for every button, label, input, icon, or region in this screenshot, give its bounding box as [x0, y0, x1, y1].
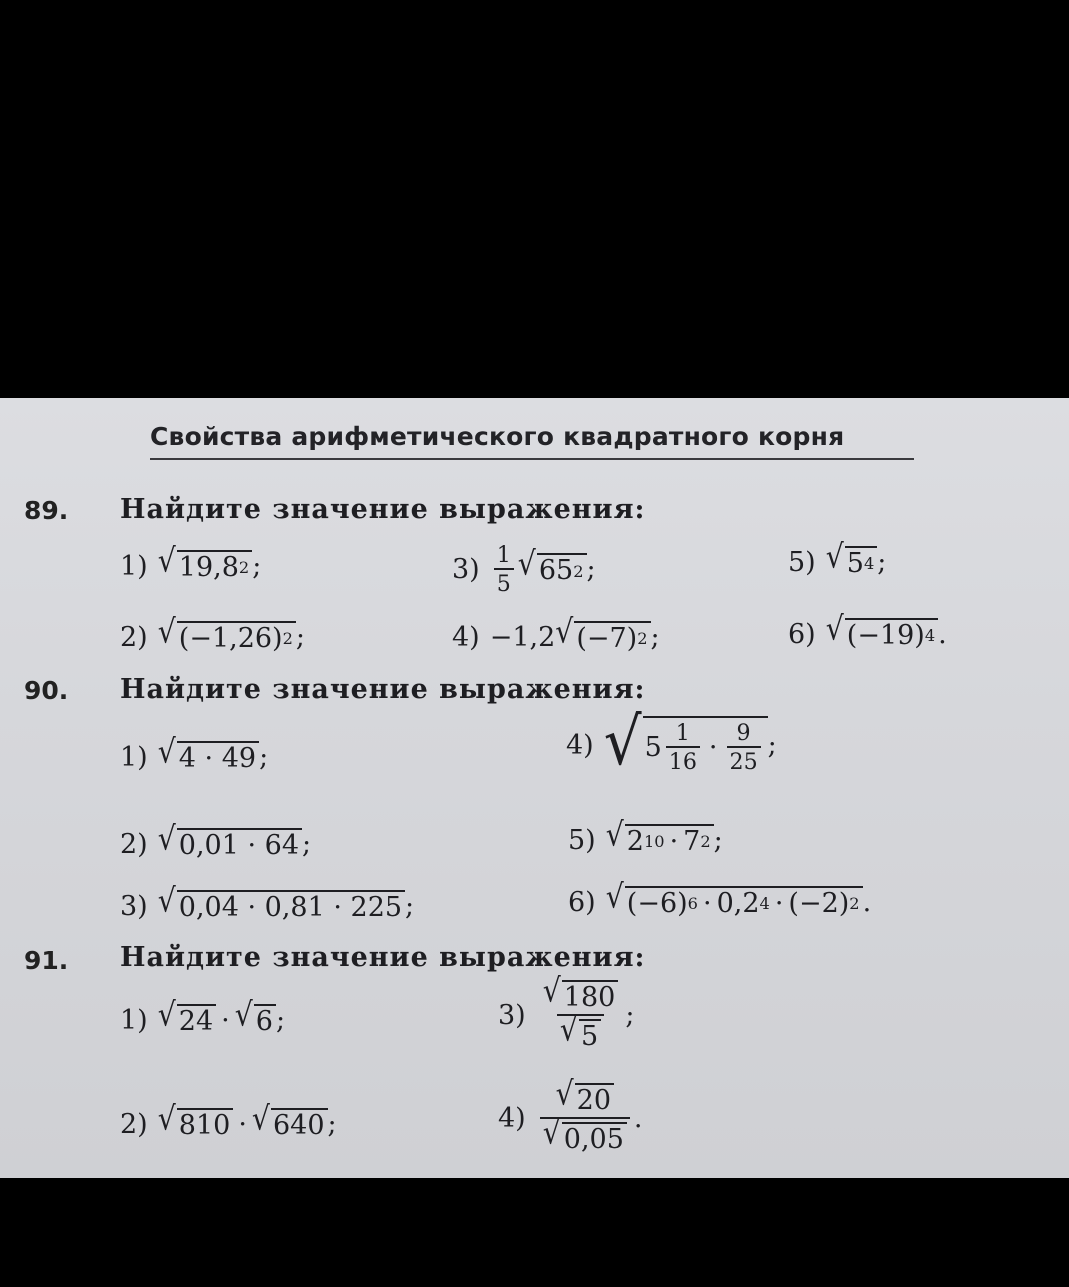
sqrt-expression: √ 0,01 · 64: [158, 828, 302, 860]
textbook-page: [0, 398, 1069, 1178]
task90-item4: 4) √ 5 $\frac{1}{16}$ · $\frac{9}{25}$ ;: [566, 704, 777, 781]
task89-item1: 1) √ 19,8 2 ;: [120, 541, 262, 583]
task89-item2: 2) √ (−1,26) 2 ;: [120, 612, 306, 654]
task-number-91: 91.: [24, 946, 69, 975]
section-heading: Свойства арифметического квадратного корня: [150, 422, 845, 451]
sqrt-expression: √ 19,8 2: [158, 550, 253, 582]
task90-item3: 3) √ 0,04 · 0,81 · 225 ;: [120, 881, 415, 923]
sqrt-expression: √ 640: [252, 1108, 328, 1140]
sqrt-expression: √ 6: [235, 1004, 276, 1036]
task90-item1: 1) √ 4 · 49 ;: [120, 732, 269, 774]
sqrt-expression: √ (−19) 4: [826, 618, 938, 650]
sqrt-expression: √ 0,04 · 0,81 · 225: [158, 890, 405, 922]
task91-item1: 1) √ 24 · √ 6 ;: [120, 995, 286, 1037]
sqrt-expression: √ 2 10 · 7 2: [606, 824, 714, 856]
sqrt-expression: √ 5 4: [826, 546, 878, 578]
task91-item2: 2) √ 810 · √ 640 ;: [120, 1099, 337, 1141]
task89-item4: 4) −1,2 √ (−7) 2 ;: [452, 612, 660, 654]
sqrt-expression: √ 65 2: [518, 553, 587, 585]
task-title-90: Найдите значение выражения:: [120, 674, 646, 705]
fraction: √ 180 √ 5: [540, 980, 622, 1052]
sqrt-expression: √ 5 $\frac{1}{16}$ · $\frac{9}{25}$: [604, 716, 768, 775]
task-number-89: 89.: [24, 496, 69, 525]
task-title-91: Найдите значение выражения:: [120, 942, 646, 973]
fraction: √ 20 √ 0,05: [540, 1083, 630, 1155]
task89-item6: 6) √ (−19) 4 .: [788, 609, 947, 651]
fraction: $\frac{1}{5}$: [494, 544, 514, 595]
heading-underline: [150, 458, 914, 460]
task90-item5: 5) √ 2 10 · 7 2 ;: [568, 815, 723, 857]
sqrt-expression: √ 810: [158, 1108, 234, 1140]
task-number-90: 90.: [24, 676, 69, 705]
sqrt-expression: √ (−7) 2: [555, 621, 650, 653]
sqrt-expression: √ 4 · 49: [158, 741, 259, 773]
task-title-89: Найдите значение выражения:: [120, 494, 646, 525]
task90-item2: 2) √ 0,01 · 64 ;: [120, 819, 312, 861]
task91-item3: 3) √ 180 √ 5 ;: [498, 971, 635, 1053]
fraction: $\frac{1}{16}$: [666, 722, 700, 773]
sqrt-expression: √ (−6) 6 · 0,2 4 · (−2) 2: [606, 886, 863, 918]
sqrt-expression: √ 24: [158, 1004, 216, 1036]
task90-item6: 6) √ (−6) 6 · 0,2 4 · (−2) 2 .: [568, 877, 872, 919]
sqrt-expression: √ (−1,26) 2: [158, 621, 296, 653]
fraction: $\frac{9}{25}$: [727, 722, 761, 773]
task89-item3: 3) $\frac{1}{5}$ √ 65 2 ;: [452, 542, 596, 598]
task89-item5: 5) √ 5 4 ;: [788, 537, 887, 579]
task91-item4: 4) √ 20 √ 0,05 .: [498, 1074, 643, 1156]
